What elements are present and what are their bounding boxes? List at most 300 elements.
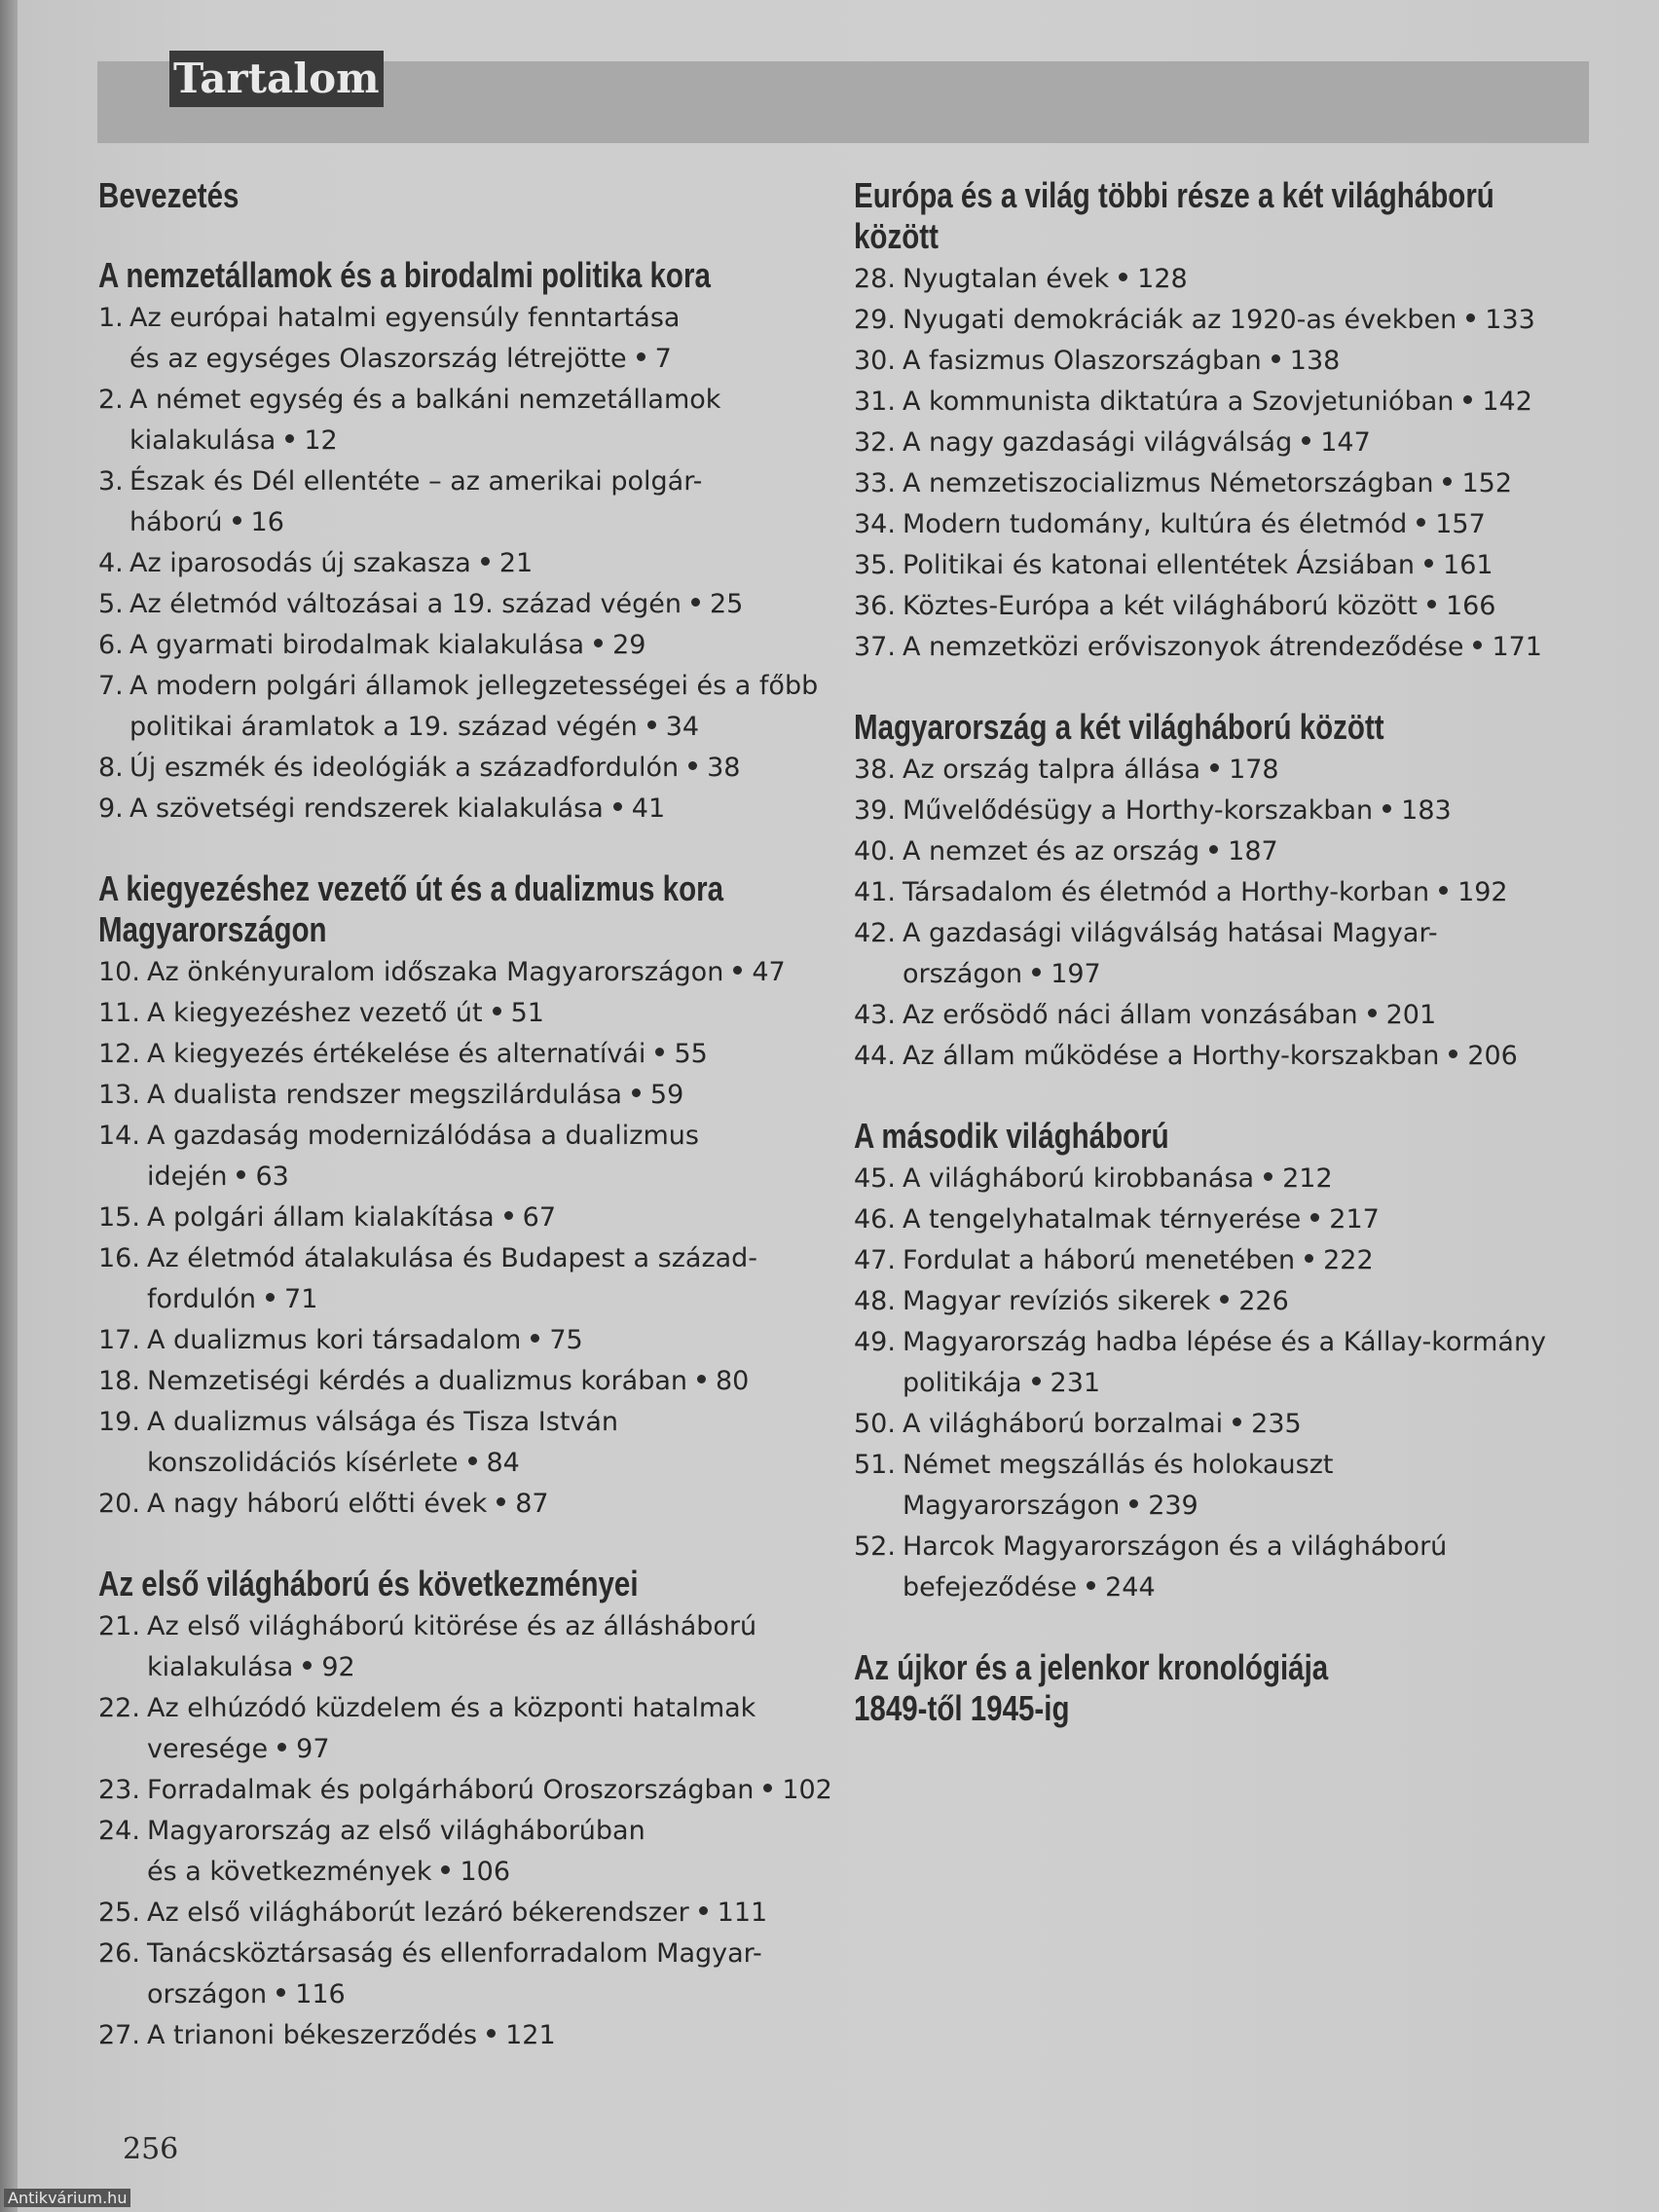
chapter-number: 34. xyxy=(854,509,896,539)
chapter-title-text: Tanácsköztársaság és ellenforradalom Magyar- xyxy=(147,1938,762,1969)
chapter-title-text: országon xyxy=(903,959,1023,989)
chapter-page-number: 67 xyxy=(522,1202,557,1233)
bullet-dot xyxy=(613,802,622,811)
chapter-title-text: A nemzet és az ország xyxy=(903,836,1200,866)
toc-entry[interactable] xyxy=(98,380,848,461)
chapter-title-line xyxy=(903,1199,1380,1240)
chapter-title-line xyxy=(129,584,743,625)
chapter-page-number: 7 xyxy=(654,344,672,374)
chapter-title-line xyxy=(147,2015,556,2056)
bullet-dot xyxy=(1466,313,1475,322)
bullet-dot xyxy=(647,720,656,729)
chapter-title-text: Művelődésügy a Horthy-korszakban xyxy=(903,795,1374,826)
chapter-page-number: 102 xyxy=(782,1775,832,1805)
chapter-page-number: 75 xyxy=(549,1325,583,1355)
chapter-number: 13. xyxy=(98,1080,140,1110)
toc-entry[interactable] xyxy=(98,625,848,666)
toc-entry[interactable] xyxy=(854,1199,1594,1240)
bullet-dot xyxy=(1032,1377,1041,1385)
chapter-title-text: A gyarmati birodalmak kialakulása xyxy=(129,630,585,660)
chapter-title-text: kialakulása xyxy=(129,425,276,456)
chapter-list xyxy=(98,298,848,830)
chapter-number: 24. xyxy=(98,1816,140,1846)
toc-entry[interactable] xyxy=(98,543,848,584)
section-heading xyxy=(854,1116,1460,1157)
bullet-dot xyxy=(1443,477,1452,486)
chapter-title-text: Magyarországon xyxy=(903,1491,1121,1521)
bullet-dot xyxy=(276,1988,285,1997)
section-heading-line: 1849-től 1945-ig xyxy=(854,1688,1070,1728)
chapter-title-text: A dualista rendszer megszilárdulása xyxy=(147,1080,622,1110)
bullet-dot xyxy=(1305,1254,1313,1263)
chapter-number: 45. xyxy=(854,1163,896,1194)
chapter-number: 41. xyxy=(854,877,896,907)
toc-entry[interactable] xyxy=(98,1811,848,1893)
chapter-number: 44. xyxy=(854,1041,896,1071)
section-heading xyxy=(98,1564,713,1604)
chapter-number: 6. xyxy=(98,630,124,660)
chapter-title-text: A polgári állam kialakítása xyxy=(147,1202,495,1233)
chapter-number: 5. xyxy=(98,589,124,619)
chapter-title-line xyxy=(903,1567,1447,1608)
section-heading-line: Európa és a világ többi része a két világháború xyxy=(854,175,1494,215)
chapter-title-line xyxy=(147,1852,645,1893)
chapter-page-number: 55 xyxy=(674,1039,708,1069)
chapter-page-number: 12 xyxy=(304,425,338,456)
chapter-page-number: 128 xyxy=(1137,264,1188,294)
toc-entry[interactable] xyxy=(98,1075,848,1116)
chapter-number: 31. xyxy=(854,387,896,417)
chapter-page-number: 222 xyxy=(1323,1245,1374,1275)
chapter-page-number: 187 xyxy=(1228,836,1278,866)
chapter-title-text: Nyugati demokráciák az 1920-as években xyxy=(903,305,1457,335)
chapter-title-line xyxy=(903,1445,1333,1486)
chapter-title xyxy=(147,1198,556,1238)
chapter-title-text: Az életmód átalakulása és Budapest a század- xyxy=(147,1243,758,1273)
chapter-number: 19. xyxy=(98,1407,140,1437)
chapter-title-line xyxy=(129,748,740,789)
chapter-title xyxy=(147,993,544,1034)
toc-entry[interactable] xyxy=(854,1036,1594,1077)
bullet-dot xyxy=(697,1375,706,1383)
chapter-page-number: 34 xyxy=(665,712,700,742)
chapter-title-line xyxy=(129,543,533,584)
chapter-page-number: 231 xyxy=(1050,1368,1101,1398)
toc-entry[interactable] xyxy=(854,872,1594,913)
toc-entry[interactable] xyxy=(854,995,1594,1036)
chapter-page-number: 121 xyxy=(505,2020,556,2050)
bullet-dot xyxy=(285,434,294,443)
chapter-title-line xyxy=(129,380,720,421)
toc-entry[interactable] xyxy=(854,831,1594,872)
bullet-dot xyxy=(468,1456,477,1465)
chapter-title-text: A német egység és a balkáni nemzetállamok xyxy=(129,385,721,415)
chapter-title xyxy=(147,1893,767,1934)
chapter-number: 16. xyxy=(98,1243,140,1273)
chapter-title-text: és az egységes Olaszország létrejötte xyxy=(129,344,627,374)
chapter-page-number: 25 xyxy=(709,589,744,619)
toc-section xyxy=(854,1647,1594,1729)
bullet-dot xyxy=(1233,1418,1241,1426)
section-heading xyxy=(98,255,713,296)
chapter-page-number: 111 xyxy=(717,1898,768,1928)
chapter-title-line xyxy=(903,913,1438,954)
chapter-title-line xyxy=(147,1034,708,1075)
chapter-title-text: A gazdasági világválság hatásai Magyar- xyxy=(903,918,1438,948)
chapter-title-text: Az ország talpra állása xyxy=(903,755,1201,785)
chapter-title-line xyxy=(903,1036,1518,1077)
chapter-title xyxy=(903,872,1508,913)
chapter-title xyxy=(903,545,1493,586)
toc-entry[interactable] xyxy=(854,913,1594,995)
chapter-page-number: 71 xyxy=(284,1284,318,1314)
chapter-title xyxy=(903,382,1532,423)
chapter-title xyxy=(129,666,818,748)
chapter-title-line xyxy=(147,1402,618,1443)
bullet-dot xyxy=(487,2029,496,2038)
toc-entry[interactable] xyxy=(98,1402,848,1484)
chapter-page-number: 63 xyxy=(255,1161,289,1192)
toc-entry[interactable] xyxy=(98,461,848,543)
chapter-number: 2. xyxy=(98,385,124,415)
chapter-title xyxy=(147,1075,683,1116)
chapter-title xyxy=(129,625,645,666)
toc-entry[interactable] xyxy=(98,1893,848,1934)
toc-entry[interactable] xyxy=(98,1198,848,1238)
chapter-title-line xyxy=(903,259,1188,300)
section-heading-line: Magyarországon xyxy=(98,909,327,949)
chapter-title-line xyxy=(903,1159,1333,1199)
chapter-title-text: A kiegyezés értékelése és alternatívái xyxy=(147,1039,646,1069)
bullet-dot xyxy=(1209,845,1218,854)
toc-entry[interactable] xyxy=(854,791,1594,831)
chapter-number: 36. xyxy=(854,591,896,621)
bullet-dot xyxy=(277,1743,286,1751)
section-heading-line: Magyarország a két világháború között xyxy=(854,707,1384,747)
toc-entry[interactable] xyxy=(854,1322,1594,1404)
toc-section xyxy=(98,1564,848,2056)
chapter-title-text: A kommunista diktatúra a Szovjetunióban xyxy=(903,387,1455,417)
chapter-title xyxy=(903,1404,1302,1445)
chapter-page-number: 161 xyxy=(1443,550,1493,580)
chapter-title-text: Új eszmék és ideológiák a századfordulón xyxy=(129,753,680,783)
section-heading xyxy=(854,1647,1460,1729)
chapter-title-text: A nemzetközi erőviszonyok átrendeződése xyxy=(903,632,1464,662)
chapter-title-text: háború xyxy=(129,507,223,537)
toc-entry[interactable] xyxy=(854,627,1594,668)
page-title: Tartalom xyxy=(169,51,384,107)
chapter-title-line xyxy=(147,1647,756,1688)
chapter-number: 40. xyxy=(854,836,896,866)
chapter-title xyxy=(147,1320,583,1361)
chapter-title xyxy=(903,1199,1380,1240)
chapter-number: 14. xyxy=(98,1121,140,1151)
chapter-title-line xyxy=(903,1240,1374,1281)
chapter-title-line xyxy=(903,1527,1447,1567)
toc-entry[interactable] xyxy=(854,463,1594,504)
chapter-title xyxy=(903,1159,1333,1199)
chapter-title-line xyxy=(147,1157,699,1198)
chapter-title xyxy=(147,1361,749,1402)
toc-entry[interactable] xyxy=(98,1606,848,1688)
chapter-title-line xyxy=(903,995,1436,1036)
chapter-title-line xyxy=(147,1116,699,1157)
chapter-title-line xyxy=(903,1404,1302,1445)
chapter-title-line xyxy=(129,339,680,380)
chapter-number: 32. xyxy=(854,427,896,458)
toc-entry[interactable] xyxy=(98,789,848,830)
chapter-title-line xyxy=(147,1934,762,1974)
chapter-page-number: 157 xyxy=(1435,509,1486,539)
chapter-page-number: 87 xyxy=(515,1489,549,1519)
bullet-dot xyxy=(1302,436,1310,445)
chapter-title-line xyxy=(147,1811,645,1852)
chapter-title xyxy=(903,1527,1447,1608)
chapter-title-text: fordulón xyxy=(147,1284,257,1314)
chapter-title-line xyxy=(147,1361,749,1402)
toc-column-right xyxy=(854,175,1594,1768)
chapter-list xyxy=(854,259,1594,668)
chapter-title xyxy=(903,831,1278,872)
chapter-title-text: veresége xyxy=(147,1734,269,1764)
chapter-title-text: politikája xyxy=(903,1368,1022,1398)
chapter-number: 51. xyxy=(854,1450,896,1480)
bullet-dot xyxy=(1310,1213,1319,1222)
chapter-title-text: A dualizmus kori társadalom xyxy=(147,1325,522,1355)
section-heading xyxy=(854,175,1494,257)
bullet-dot xyxy=(1449,1050,1457,1058)
chapter-title-text: Az állam működése a Horthy-korszakban xyxy=(903,1041,1440,1071)
chapter-number: 39. xyxy=(854,795,896,826)
chapter-title-line xyxy=(129,461,702,502)
chapter-number: 23. xyxy=(98,1775,140,1805)
chapter-list xyxy=(98,1606,848,2056)
bullet-dot xyxy=(1463,395,1472,404)
toc-entry[interactable] xyxy=(98,993,848,1034)
chapter-page-number: 29 xyxy=(612,630,646,660)
chapter-title-line xyxy=(903,423,1371,463)
chapter-page-number: 183 xyxy=(1401,795,1452,826)
toc-entry[interactable] xyxy=(98,1688,848,1770)
toc-entry[interactable] xyxy=(98,1116,848,1198)
toc-entry[interactable] xyxy=(854,504,1594,545)
section-heading-line: A második világháború xyxy=(854,1116,1169,1156)
chapter-title-line xyxy=(129,625,645,666)
chapter-title xyxy=(147,1811,645,1893)
toc-entry[interactable] xyxy=(854,1281,1594,1322)
chapter-title xyxy=(129,298,680,380)
toc-entry[interactable] xyxy=(98,2015,848,2056)
chapter-title xyxy=(903,1322,1546,1404)
chapter-number: 47. xyxy=(854,1245,896,1275)
chapter-title xyxy=(903,300,1535,341)
section-heading-line: között xyxy=(854,216,939,256)
chapter-title xyxy=(129,543,533,584)
chapter-title-text: Német megszállás és holokauszt xyxy=(903,1450,1334,1480)
chapter-title xyxy=(147,1402,618,1484)
chapter-page-number: 178 xyxy=(1229,755,1279,785)
chapter-title xyxy=(129,584,743,625)
chapter-title-text: befejeződése xyxy=(903,1572,1078,1603)
toc-entry[interactable] xyxy=(98,298,848,380)
chapter-title xyxy=(903,1036,1518,1077)
chapter-title-line xyxy=(147,1075,683,1116)
chapter-page-number: 106 xyxy=(460,1857,511,1887)
toc-entry[interactable] xyxy=(854,1445,1594,1527)
toc-entry[interactable] xyxy=(98,1770,848,1811)
chapter-title xyxy=(903,504,1486,545)
toc-entry[interactable] xyxy=(98,1034,848,1075)
chapter-title xyxy=(903,627,1542,668)
chapter-page-number: 133 xyxy=(1485,305,1535,335)
chapter-page-number: 92 xyxy=(321,1652,355,1682)
toc-entry[interactable] xyxy=(854,750,1594,791)
toc-entry[interactable] xyxy=(98,1934,848,2015)
chapter-title-text: A tengelyhatalmak térnyerése xyxy=(903,1204,1302,1235)
bullet-dot xyxy=(1129,1499,1138,1508)
toc-entry[interactable] xyxy=(854,1159,1594,1199)
chapter-title xyxy=(903,259,1188,300)
chapter-page-number: 239 xyxy=(1148,1491,1198,1521)
chapter-title-text: Észak és Dél ellentéte – az amerikai polgár- xyxy=(129,466,703,497)
toc-entry[interactable] xyxy=(98,748,848,789)
section-heading-line: Bevezetés xyxy=(98,175,240,215)
chapter-page-number: 97 xyxy=(296,1734,330,1764)
toc-entry[interactable] xyxy=(854,1404,1594,1445)
toc-entry[interactable] xyxy=(854,423,1594,463)
watermark: Antikvárium.hu xyxy=(4,2189,130,2207)
toc-entry[interactable] xyxy=(854,382,1594,423)
chapter-page-number: 201 xyxy=(1385,1000,1437,1030)
chapter-title-text: Az önkényuralom időszaka Magyarországon xyxy=(147,957,724,987)
toc-entry[interactable] xyxy=(854,341,1594,382)
chapter-page-number: 51 xyxy=(510,998,544,1028)
bullet-dot xyxy=(655,1048,664,1056)
chapter-number: 43. xyxy=(854,1000,896,1030)
chapter-title-line xyxy=(903,627,1542,668)
section-heading xyxy=(854,707,1460,748)
chapter-title-line xyxy=(147,993,544,1034)
chapter-title xyxy=(129,748,740,789)
chapter-number: 18. xyxy=(98,1366,140,1396)
chapter-title-text: Az életmód változásai a 19. század végén xyxy=(129,589,682,619)
chapter-title-text: Köztes-Európa a két világháború között xyxy=(903,591,1418,621)
bullet-dot xyxy=(1119,273,1127,281)
chapter-list xyxy=(98,952,848,1525)
chapter-title xyxy=(903,791,1452,831)
toc-entry[interactable] xyxy=(854,1527,1594,1608)
bullet-dot xyxy=(233,516,241,525)
chapter-page-number: 206 xyxy=(1467,1041,1518,1071)
chapter-number: 9. xyxy=(98,793,124,824)
bullet-dot xyxy=(699,1906,708,1915)
chapter-title xyxy=(147,2015,556,2056)
toc-entry[interactable] xyxy=(98,952,848,993)
chapter-title xyxy=(903,913,1438,995)
toc-section xyxy=(854,1116,1594,1608)
chapter-title-line xyxy=(147,1688,756,1729)
chapter-title-line xyxy=(129,707,818,748)
chapter-title xyxy=(903,1281,1289,1322)
bullet-dot xyxy=(1087,1581,1095,1590)
toc-section xyxy=(854,175,1594,668)
toc-entry[interactable] xyxy=(98,1361,848,1402)
toc-entry[interactable] xyxy=(854,300,1594,341)
chapter-number: 7. xyxy=(98,671,124,701)
chapter-page-number: 192 xyxy=(1457,877,1508,907)
chapter-title-text: Társadalom és életmód a Horthy-korban xyxy=(903,877,1430,907)
bullet-dot xyxy=(594,639,603,647)
chapter-title xyxy=(903,586,1496,627)
chapter-number: 1. xyxy=(98,303,124,333)
bullet-dot xyxy=(266,1293,275,1302)
chapter-title xyxy=(147,1606,756,1688)
chapter-title-line xyxy=(147,1729,756,1770)
chapter-title-line xyxy=(129,666,818,707)
chapter-number: 20. xyxy=(98,1489,140,1519)
chapter-title-line xyxy=(903,463,1512,504)
section-heading xyxy=(98,175,713,216)
bullet-dot xyxy=(1427,600,1436,608)
chapter-title-line xyxy=(903,1486,1333,1527)
chapter-title xyxy=(147,1116,699,1198)
chapter-title-line xyxy=(147,1198,556,1238)
chapter-list xyxy=(854,750,1594,1077)
toc-entry[interactable] xyxy=(854,1240,1594,1281)
toc-entry[interactable] xyxy=(854,545,1594,586)
chapter-title-text: A kiegyezéshez vezető út xyxy=(147,998,483,1028)
bullet-dot xyxy=(504,1211,513,1220)
toc-entry[interactable] xyxy=(98,666,848,748)
chapter-page-number: 217 xyxy=(1329,1204,1380,1235)
chapter-title xyxy=(129,789,665,830)
toc-entry[interactable] xyxy=(854,586,1594,627)
chapter-title-line xyxy=(903,300,1535,341)
chapter-title xyxy=(147,1770,832,1811)
chapter-title xyxy=(147,952,786,993)
chapter-title-text: A nemzetiszocializmus Németországban xyxy=(903,468,1434,498)
bullet-dot xyxy=(1473,641,1482,649)
bullet-dot xyxy=(1210,763,1219,772)
chapter-number: 37. xyxy=(854,632,896,662)
chapter-title-line xyxy=(903,341,1340,382)
chapter-title-text: Magyar revíziós sikerek xyxy=(903,1286,1211,1316)
chapter-title xyxy=(147,1484,549,1525)
chapter-number: 22. xyxy=(98,1693,140,1723)
toc-entry[interactable] xyxy=(98,1484,848,1525)
chapter-title-line xyxy=(129,421,720,461)
bullet-dot xyxy=(1417,518,1425,527)
chapter-title-text: Az első világháborút lezáró békerendszer xyxy=(147,1898,689,1928)
chapter-title-text: politikai áramlatok a 19. század végén xyxy=(129,712,638,742)
bullet-dot xyxy=(497,1497,505,1506)
chapter-page-number: 212 xyxy=(1282,1163,1333,1194)
chapter-title-text: Az erősödő náci állam vonzásában xyxy=(903,1000,1358,1030)
toc-entry[interactable] xyxy=(854,259,1594,300)
chapter-page-number: 235 xyxy=(1251,1409,1302,1439)
bullet-dot xyxy=(1220,1295,1229,1304)
chapter-title xyxy=(129,380,720,461)
chapter-title-text: A fasizmus Olaszországban xyxy=(903,346,1262,376)
section-heading-line: Az újkor és a jelenkor kronológiája xyxy=(854,1647,1329,1687)
bullet-dot xyxy=(237,1170,245,1179)
bullet-dot xyxy=(1272,354,1280,363)
toc-entry[interactable] xyxy=(98,1320,848,1361)
toc-entry[interactable] xyxy=(98,584,848,625)
chapter-number: 35. xyxy=(854,550,896,580)
chapter-title-line xyxy=(903,1322,1546,1363)
toc-entry[interactable] xyxy=(98,1238,848,1320)
